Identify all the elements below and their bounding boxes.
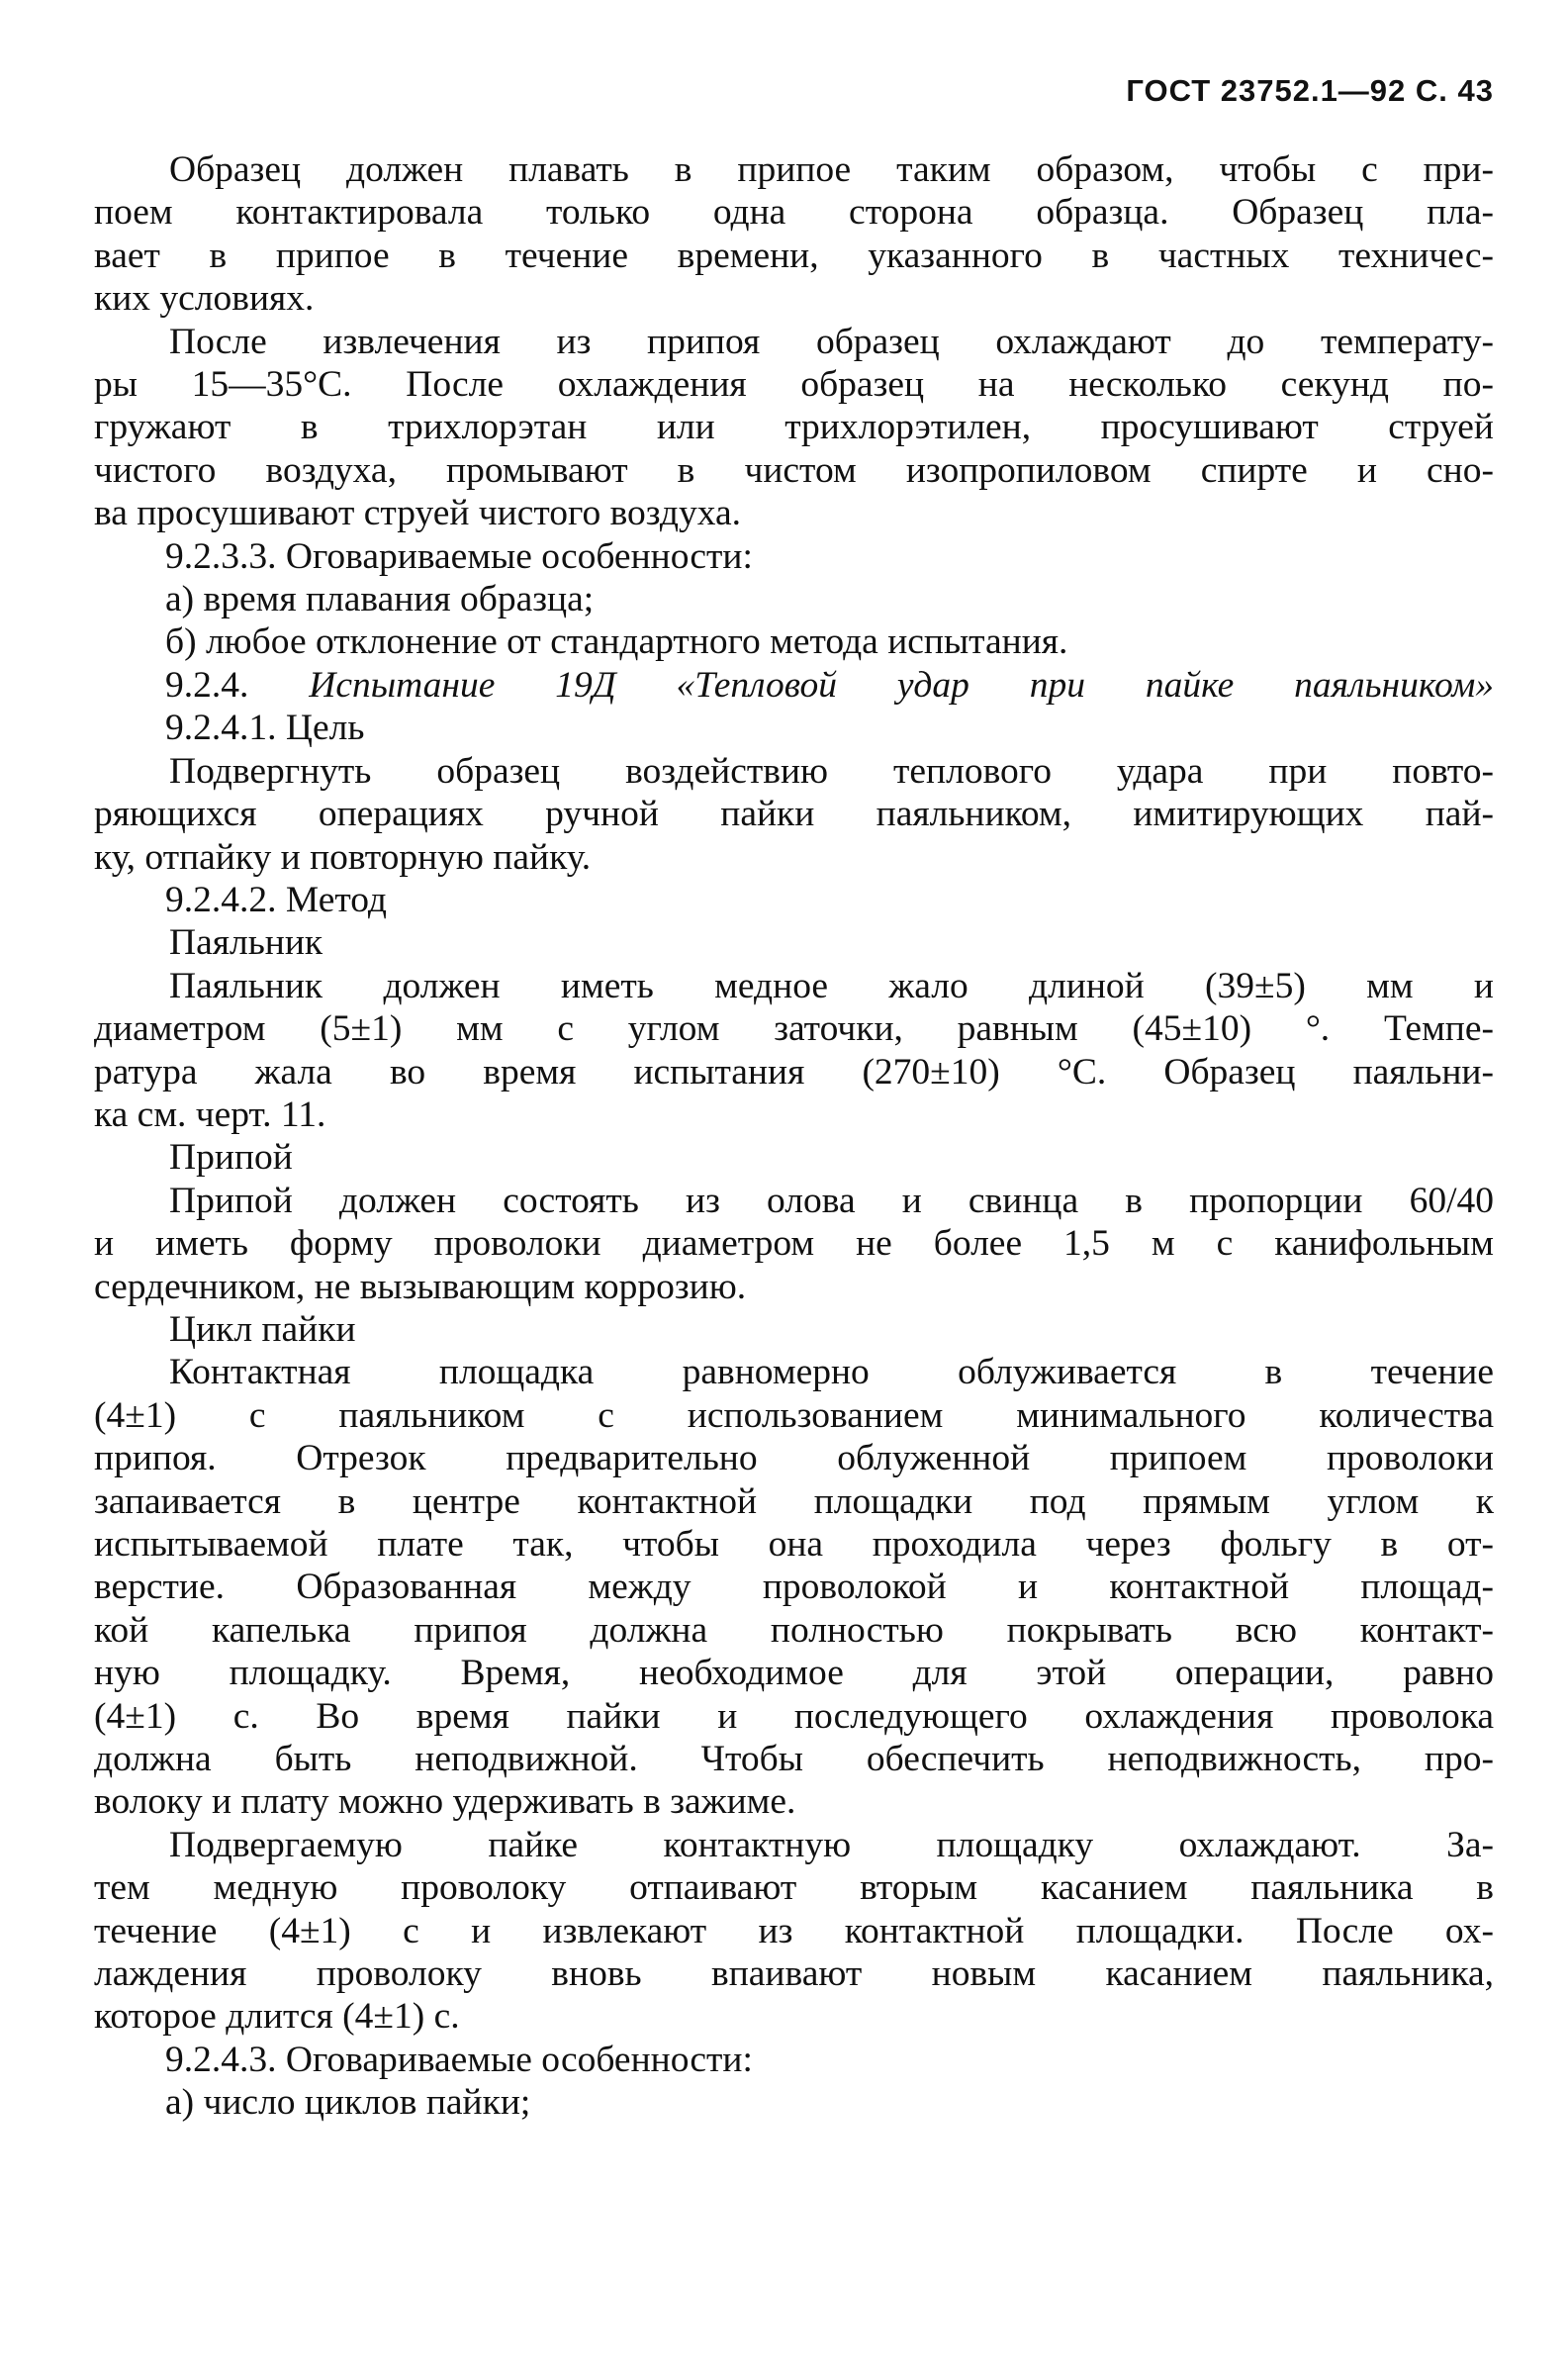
text-line: гружают в трихлорэтан или трихлорэтилен, просушивают струей bbox=[94, 407, 1494, 448]
subsection-title bbox=[94, 664, 1494, 707]
section-heading: 9.2.4.1. Цель bbox=[165, 708, 365, 749]
section-heading: Цикл пайки bbox=[169, 1308, 356, 1350]
subsection-title-text: Испытание 19Д «Тепловой удар при пайке паяльником» bbox=[309, 664, 1495, 706]
text-line: ратура жала во время испытания (270±10) °С. Образец паяльни- bbox=[94, 1051, 1494, 1093]
text-line: Контактная площадка равномерно облуживается в течение bbox=[169, 1352, 1494, 1393]
text-line: припоя. Отрезок предварительно облуженной припоем проволоки bbox=[94, 1438, 1494, 1479]
list-item: б) любое отклонение от стандартного метода испытания. bbox=[165, 621, 1068, 663]
section-heading: 9.2.3.3. Оговариваемые особенности: bbox=[165, 535, 753, 577]
text-line: чистого воздуха, промывают в чистом изопропиловом спирте и сно- bbox=[94, 449, 1494, 491]
text-line: должна быть неподвижной. Чтобы обеспечить неподвижность, про- bbox=[94, 1739, 1494, 1780]
text-line: После извлечения из припоя образец охлаждают до температу- bbox=[169, 321, 1494, 362]
text-line: запаивается в центре контактной площадки под прямым углом к bbox=[94, 1480, 1494, 1522]
running-head: ГОСТ 23752.1—92 С. 43 bbox=[1126, 73, 1494, 108]
subsection-number: 9.2.4. bbox=[165, 664, 310, 706]
text-line: Паяльник должен иметь медное жало длиной (39±5) мм и bbox=[169, 965, 1494, 1006]
text-line: испытываемой плате так, чтобы она проходила через фольгу в от- bbox=[94, 1524, 1494, 1565]
text-line: Подвергнуть образец воздействию теплового удара при повто- bbox=[169, 750, 1494, 792]
text-line: Образец должен плавать в припое таким образом, чтобы с при- bbox=[169, 149, 1494, 190]
text-line: Подвергаемую пайке контактную площадку охлаждают. За- bbox=[169, 1824, 1494, 1865]
text-line: ную площадку. Время, необходимое для этой операции, равно bbox=[94, 1653, 1494, 1694]
list-item: а) время плавания образца; bbox=[165, 579, 595, 620]
section-heading: Паяльник bbox=[169, 922, 323, 964]
text-line: верстие. Образованная между проволокой и контактной площад- bbox=[94, 1567, 1494, 1608]
list-item: а) число циклов пайки; bbox=[165, 2082, 531, 2124]
text-line: тем медную проволоку отпаивают вторым касанием паяльника в bbox=[94, 1867, 1494, 1909]
text-line: поем контактировала только одна сторона образца. Образец пла- bbox=[94, 192, 1494, 234]
text-line: ряющихся операциях ручной пайки паяльником, имитирующих пай- bbox=[94, 794, 1494, 835]
section-heading: 9.2.4.2. Метод bbox=[165, 879, 388, 920]
text-line: кой капелька припоя должна полностью покрывать всю контакт- bbox=[94, 1609, 1494, 1651]
text-line: (4±1) с паяльником с использованием минимального количества bbox=[94, 1394, 1494, 1436]
text-line: ва просушивают струей чистого воздуха. bbox=[94, 493, 742, 534]
section-heading: Припой bbox=[169, 1137, 293, 1179]
text-line: вает в припое в течение времени, указанного в частных техничес- bbox=[94, 235, 1494, 276]
text-line: волоку и плату можно удерживать в зажиме. bbox=[94, 1781, 796, 1823]
text-line: ку, отпайку и повторную пайку. bbox=[94, 836, 592, 878]
section-heading: 9.2.4.3. Оговариваемые особенности: bbox=[165, 2039, 753, 2080]
text-line: течение (4±1) с и извлекают из контактной площадки. После ох- bbox=[94, 1910, 1494, 1951]
text-line: (4±1) с. Во время пайки и последующего охлаждения проволока bbox=[94, 1695, 1494, 1737]
body-text bbox=[94, 148, 1494, 2125]
text-line: ры 15—35°С. После охлаждения образец на несколько секунд по- bbox=[94, 364, 1494, 406]
text-line: диаметром (5±1) мм с углом заточки, равным (45±10) °. Темпе- bbox=[94, 1008, 1494, 1050]
text-line: лаждения проволоку вновь впаивают новым касанием паяльника, bbox=[94, 1953, 1494, 1995]
text-line: которое длится (4±1) с. bbox=[94, 1996, 460, 2038]
text-line: Припой должен состоять из олова и свинца в пропорции 60/40 bbox=[169, 1180, 1494, 1221]
text-line: ких условиях. bbox=[94, 278, 315, 320]
text-line: сердечником, не вызывающим коррозию. bbox=[94, 1266, 747, 1307]
text-line: и иметь форму проволоки диаметром не более 1,5 м с канифольным bbox=[94, 1223, 1494, 1265]
text-line: ка см. черт. 11. bbox=[94, 1093, 326, 1135]
